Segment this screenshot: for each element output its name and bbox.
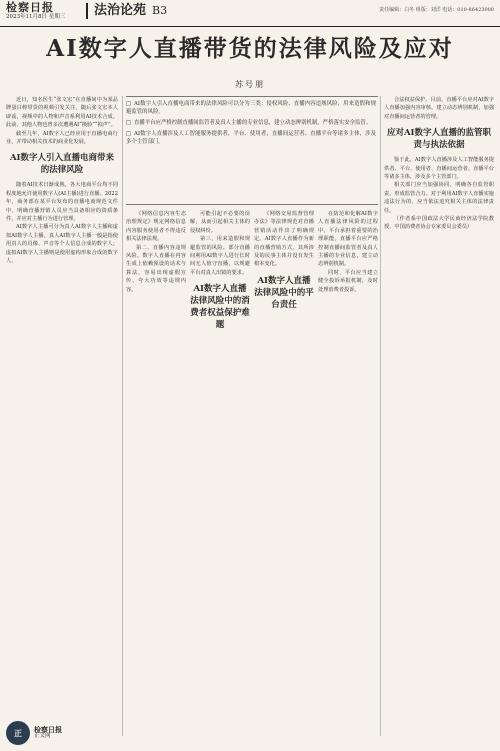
section-heading: AI数字人直播法律风险中的消费者权益保护难题 [190,284,250,331]
summary-item [126,130,376,146]
article-column-5 [318,210,378,736]
section-heading: AI数字人引入直播电商带来的法律风险 [9,153,115,176]
footer-org-subtitle: 正义网 [34,733,51,739]
summary-text: 直播平台应严格控制直播间监管者及真人主播的专业信息，建立动态辨别机制，严格落实安全监管。 [134,120,372,126]
square-bullet-icon: □ [126,131,132,137]
section-title [86,3,167,19]
column-divider [122,96,123,736]
article-column-2 [126,210,186,736]
summary-item [126,100,376,116]
masthead [0,0,500,27]
body-paragraph: 《网络交易监督管理办法》等法律规范对直播营销活动作出了明确规定。AI数字人直播作为新的直播营销方式，其所涉及的民事主体并没有发生根本变化。 [254,211,314,268]
article-column-1 [6,96,118,714]
body-paragraph: 同时，平台应当建立健全投诉举报机制，及时处理消费者投诉。 [318,269,378,293]
emblem-icon: 正 [6,721,30,745]
square-bullet-icon: □ [126,120,132,126]
summary-text: AI数字人直播涉及人工智能服务提供者，平台、使用者，直播间运营者、直播平台等诸多主体，涉及多个主管部门。 [126,131,376,145]
author-note: （作者系中国政法大学民商经济法学院教授、中国消费者协会专家委员会委员） [384,216,494,231]
body-paragraph: 相关部门应当加强协同，明确各自监管职责，形成监管合力。对于利用AI数字人直播实施违法行为的，应当依法追究相关主体的法律责任。 [384,182,494,214]
summary-item [126,119,376,127]
body-paragraph: 在防范和化解AI数字人直播法律风险的过程中，平台承担着重要的治理职能。直播平台应严格控制直播间监管者及真人主播的专业信息，建立动态辨别机制。 [318,211,378,268]
footer-org-name: 检察日报 [34,725,62,734]
newspaper-logo: 检察日报 [6,1,54,14]
article-summary [126,96,378,205]
editor-info: 责任编辑：白冬 组版：刘洋 电话：010-86423000 [379,7,494,13]
body-paragraph: 截至几年，AI数字人已经应用于直播电商行业，并带动相关技术的商业化发展。 [6,130,118,146]
section-heading: AI数字人直播法律风险中的平台责任 [254,275,314,310]
body-paragraph: 鉴于此，AI数字人直播涉及人工智能服务提供者、平台、使用者、直播间运营者、直播平台等诸多主体，涉及多个主管部门。 [384,157,494,181]
article-byline: 苏号朋 [235,80,265,89]
body-paragraph: 可能引起不必要的误解，从而引起相关主体的侵权纠纷。 [190,211,250,234]
body-paragraph: AI数字人主播可分为真人AI数字人主播和虚拟AI数字人主播。真人AI数字人主播一般是指使用真人的肖像、声音等个人信息合成的数字人；虚拟AI数字人主播则是使用虚构形象合成的数字人。 [6,224,118,265]
article-column-4 [254,210,314,736]
footer-text [34,726,62,740]
column-divider [380,96,381,736]
section-heading: 应对AI数字人直播的监管职责与执法依据 [386,128,492,151]
article-column-6 [384,96,494,736]
body-paragraph: 合法权益保护。目前，直播平台应对AI数字人直播加强内容审核，建立动态辨别机制，加强对直播间运营者的管理。 [384,97,494,120]
summary-text: AI数字人引入直播电商带来的法律风险可以分为三类：侵权风险、直播内容违规风险，用来造假和规避监管的风险。 [126,101,376,115]
body-paragraph: 第二，直播内容违规风险。数字人直播在内容生成上依赖预设的话术与算法，容易出现虚假宣传、夸大功效等违规内容。 [126,244,186,293]
issue-date: 2023年11月8日 星期三 [6,14,66,20]
body-paragraph: 《网络信息内容生态治理规定》规定网络信息内容服务使用者不得违反相关法律法规。 [126,211,186,243]
article-headline: AI数字人直播带货的法律风险及应对 [46,35,454,62]
section-name: 法治论苑 [94,3,147,18]
body-paragraph: 随着AI技术日渐成熟，各大电商平台均不同程度地允许使用数字人(AI主播)进行直播。2022年，商务部在某平台发布的直播电商规范文件中，明确直播营销人员应当具备相应的资质条件，并应对主播行为进行管理。 [6,182,118,223]
page-code: B3 [152,4,168,17]
square-bullet-icon: □ [126,101,132,107]
body-paragraph: 第三，用来造假和规避监管的风险。部分直播间利用AI数字人进行长时间无人值守直播，以规避平台对真人出镜的要求。 [190,236,250,276]
article-column-3 [190,210,250,736]
footer-logo [6,718,118,748]
body-paragraph: 近日，知名医生“张文宏”在直播间中为某品牌蛋白棒带货的视频引发关注，随后张文宏本人辟谣，视频中的人物和声音系利用AI技术合成。此前，其他人物也曾多次遭遇AI“换脸”“拟声”。 [6,97,118,129]
